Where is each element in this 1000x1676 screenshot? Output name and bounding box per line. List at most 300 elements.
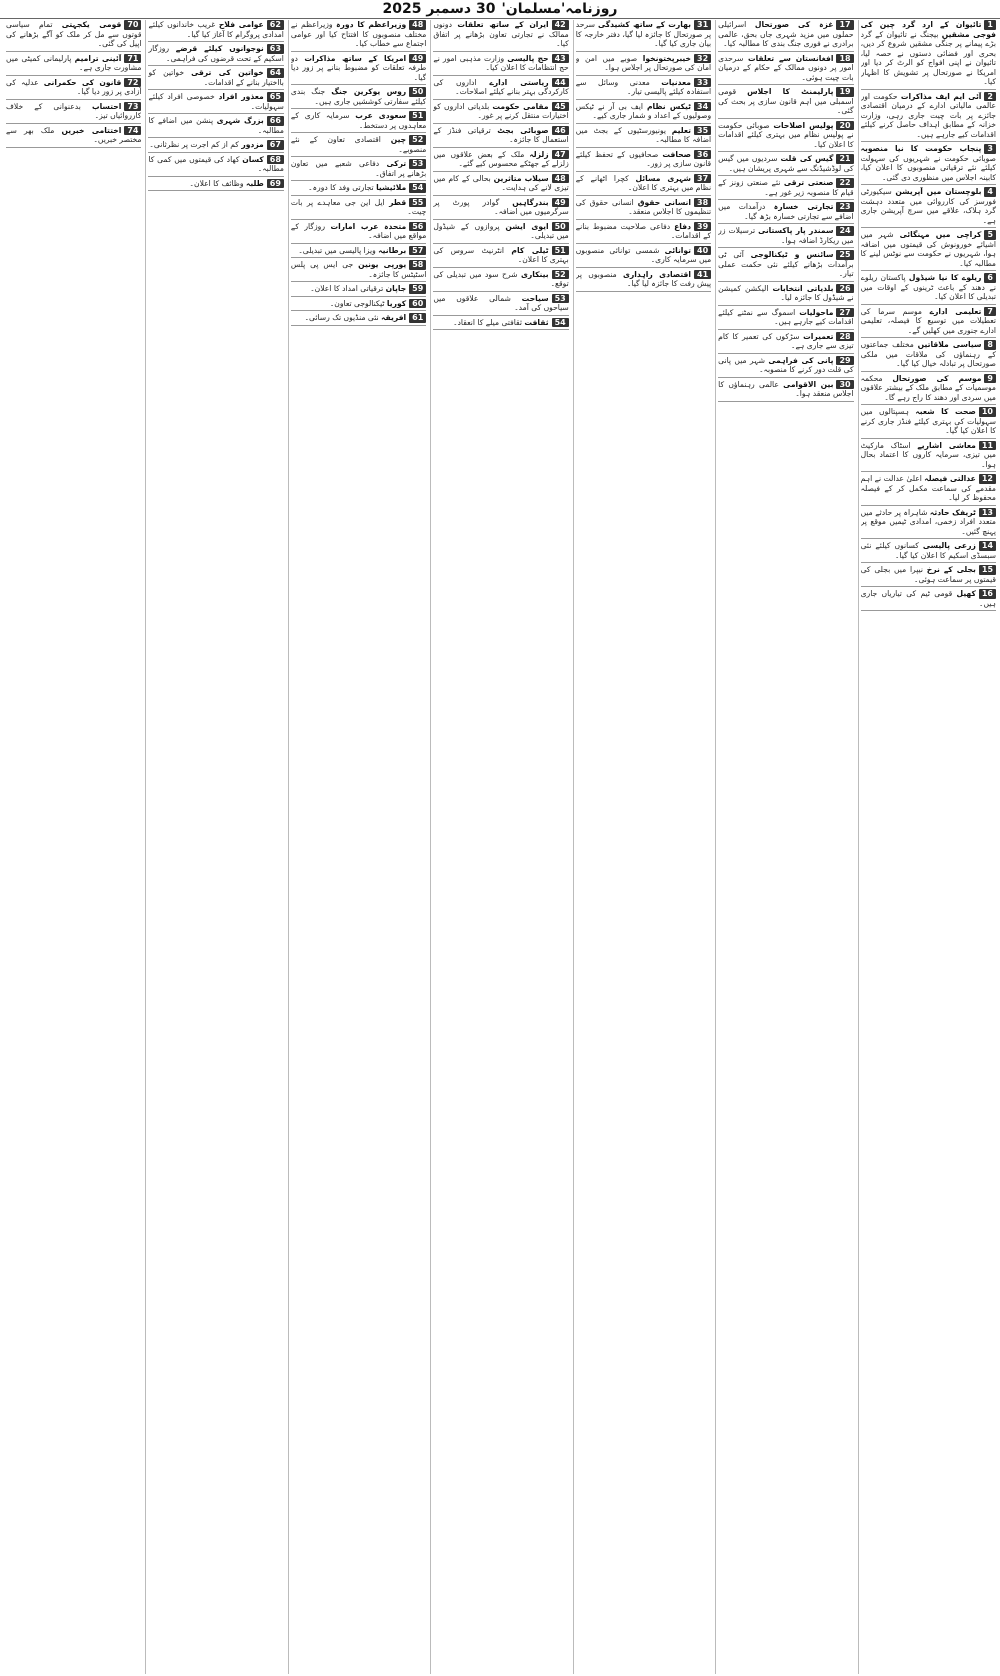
item-body: عدلیہ کی آزادی پر زور دیا گیا۔ — [6, 77, 142, 96]
item-divider — [861, 89, 996, 90]
item-headline: سائنس و ٹیکنالوجی — [750, 250, 834, 259]
item-divider — [148, 137, 283, 138]
news-item — [576, 126, 711, 145]
news-columns — [4, 20, 996, 1674]
item-number: 29 — [836, 356, 853, 366]
item-body: ایل این جی معاہدے پر بات چیت۔ — [290, 197, 427, 216]
item-number: 27 — [836, 308, 853, 318]
item-headline: ٹیلی کام — [511, 245, 549, 255]
masthead — [0, 0, 1000, 19]
news-item — [861, 565, 996, 584]
item-body: ترسیلات زر میں ریکارڈ اضافہ ہوا۔ — [718, 226, 854, 245]
news-item — [576, 78, 711, 97]
news-item — [291, 260, 426, 279]
item-body: پارلیمانی کمیٹی میں مشاورت جاری ہے۔ — [6, 53, 142, 72]
news-item — [861, 273, 996, 302]
item-divider — [291, 257, 426, 258]
item-headline: اقتصادی راہداری — [622, 269, 692, 279]
item-body: اسرائیلی حملوں میں مزید شہری جاں بحق، عالمی برادری نے فوری جنگ بندی کا مطالبہ کیا۔ — [718, 20, 854, 48]
news-column — [715, 20, 853, 1674]
item-number: 14 — [979, 541, 996, 551]
item-body: پنشن میں اضافے کا مطالبہ۔ — [148, 116, 284, 135]
item-divider — [291, 243, 426, 244]
news-item — [576, 102, 711, 121]
news-item — [861, 307, 996, 336]
news-column — [4, 20, 141, 1674]
news-item — [861, 541, 996, 560]
item-number: 2 — [984, 92, 996, 102]
item-divider — [718, 51, 853, 52]
item-headline: امریکا کے ساتھ مذاکرات — [304, 53, 407, 63]
item-number: 18 — [836, 54, 853, 64]
item-number: 9 — [984, 374, 996, 384]
news-column — [858, 20, 996, 1674]
item-headline: سیلاب متاثرین — [493, 173, 549, 183]
item-body: بحالی کے کام میں تیزی لانے کی ہدایت۔ — [433, 173, 569, 192]
item-divider — [291, 84, 426, 85]
news-column — [288, 20, 426, 1674]
news-item — [718, 284, 853, 303]
item-number: 62 — [267, 20, 284, 30]
item-headline: تجارتی خسارہ — [773, 202, 834, 211]
item-headline: انسانی حقوق — [637, 197, 691, 207]
item-divider — [861, 438, 996, 439]
news-item — [6, 126, 141, 145]
item-headline: عدالتی فیصلہ — [924, 474, 976, 483]
item-body: ثقافتی میلے کا انعقاد۔ — [453, 317, 522, 327]
news-item — [433, 126, 568, 145]
item-body: دونوں ممالک نے تجارتی تعاون بڑھانے پر اتفاق کیا۔ — [433, 20, 569, 48]
item-number: 57 — [409, 246, 426, 256]
item-headline: چین — [390, 135, 407, 144]
news-column — [145, 20, 283, 1674]
news-item — [718, 54, 853, 83]
item-headline: معذور افراد — [218, 92, 264, 101]
item-headline: ایران کے ساتھ تعلقات — [457, 20, 549, 29]
news-item — [718, 356, 853, 375]
item-headline: پنجاب حکومت کا نیا منصوبہ — [860, 144, 982, 153]
item-divider — [718, 401, 853, 402]
item-headline: بزرگ شہری — [216, 116, 264, 125]
item-headline: نوجوانوں کیلئے قرضے — [175, 44, 264, 53]
item-divider — [718, 247, 853, 248]
item-headline: بلوچستان میں آپریشن — [895, 187, 982, 196]
news-item — [576, 150, 711, 169]
item-body: سڑکوں کی تعمیر کا کام تیزی سے جاری ہے۔ — [718, 331, 854, 350]
item-divider — [291, 156, 426, 157]
item-number: 33 — [694, 78, 711, 88]
item-divider — [433, 267, 568, 268]
news-item — [148, 44, 283, 63]
item-number: 63 — [267, 44, 284, 54]
item-headline: وزیراعظم کا دورہ — [336, 20, 407, 29]
news-item — [148, 140, 283, 150]
item-body: اقتصادی تعاون کے نئے منصوبے۔ — [290, 135, 427, 154]
item-number: 72 — [124, 78, 141, 88]
item-number: 7 — [984, 307, 996, 317]
item-number: 43 — [552, 54, 569, 64]
item-divider — [718, 329, 853, 330]
news-item — [576, 174, 711, 193]
item-number: 19 — [836, 87, 853, 97]
item-body: تمام سیاسی قوتوں سے مل کر ملک کو آگے بڑھانے کی اپیل کی گئی۔ — [6, 20, 142, 48]
news-item — [861, 340, 996, 369]
item-body: کھاد کی قیمتوں میں کمی کا مطالبہ۔ — [148, 154, 284, 173]
item-headline: کراچی میں مہنگائی — [899, 230, 982, 239]
item-headline: تائیوان کے ارد گرد چین کی فوجی مشقیں — [860, 20, 996, 39]
news-item — [576, 270, 711, 289]
item-divider — [861, 270, 996, 271]
item-divider — [291, 296, 426, 297]
item-headline: ٹریفک حادثہ — [929, 507, 976, 517]
item-number: 5 — [984, 230, 996, 240]
news-item — [6, 78, 141, 97]
item-divider — [718, 377, 853, 378]
item-divider — [861, 538, 996, 539]
item-body: صوبائی حکومت نے پولیس نظام میں بہتری کیلئے اقدامات کا اعلان کیا۔ — [718, 120, 854, 149]
item-divider — [861, 471, 996, 472]
item-headline: متحدہ عرب امارات — [330, 221, 407, 231]
item-number: 8 — [984, 340, 996, 350]
news-item — [291, 299, 426, 309]
item-number: 70 — [124, 20, 141, 30]
issue-date: 30 دسمبر 2025 — [382, 1, 496, 17]
news-column — [573, 20, 711, 1674]
item-headline: بینکاری — [520, 269, 549, 279]
item-divider — [861, 371, 996, 372]
item-body: عالمی رہنماؤں کا اجلاس منعقد ہوا۔ — [718, 379, 854, 398]
item-divider — [291, 310, 426, 311]
item-number: 17 — [836, 20, 853, 30]
item-headline: تعمیرات — [803, 331, 834, 341]
item-headline: کسان — [242, 154, 264, 164]
item-headline: ترکی — [386, 159, 407, 168]
item-divider — [148, 176, 283, 177]
item-number: 71 — [124, 54, 141, 64]
item-headline: پارلیمنٹ کا اجلاس — [747, 87, 834, 96]
news-item — [148, 155, 283, 174]
item-number: 38 — [694, 198, 711, 208]
news-item — [433, 246, 568, 265]
item-headline: مزدور — [241, 140, 264, 149]
item-number: 1 — [984, 20, 996, 30]
item-number: 66 — [267, 116, 284, 126]
item-number: 49 — [552, 198, 569, 208]
news-item — [433, 102, 568, 121]
item-divider — [861, 141, 996, 142]
item-number: 13 — [979, 508, 996, 518]
news-item — [6, 54, 141, 73]
item-divider — [433, 123, 568, 124]
news-item — [291, 198, 426, 217]
item-divider — [433, 171, 568, 172]
item-divider — [861, 586, 996, 587]
item-divider — [576, 123, 711, 124]
item-divider — [148, 65, 283, 66]
item-headline: صنعتی ترقی — [783, 178, 834, 187]
item-headline: موسم کی صورتحال — [892, 373, 982, 383]
news-item — [291, 246, 426, 256]
item-headline: کھیل — [956, 589, 976, 598]
item-divider — [576, 51, 711, 52]
item-body: وزارت مذہبی امور نے حج انتظامات کا اعلان کیا۔ — [433, 53, 569, 72]
news-item — [291, 183, 426, 193]
item-body: انٹرنیٹ سروس کی بہتری کا اعلان۔ — [433, 245, 569, 264]
item-divider — [576, 147, 711, 148]
news-item — [291, 284, 426, 294]
item-number: 64 — [267, 68, 284, 78]
news-item — [291, 20, 426, 49]
item-headline: قومی یکجہتی — [61, 20, 122, 29]
news-item — [861, 589, 996, 608]
item-body: بیجنگ نے تائیوان کے گرد بڑے پیمانے پر جنگی مشقیں شروع کر دیں، بحری اور فضائی دستوں نے حصہ لیا، تائیوان نے اپنی افواج کو الرٹ کر دیا اور امریکا نے صورتحال پر تشویش کا اظہار کیا۔ — [860, 29, 996, 86]
item-number: 22 — [836, 178, 853, 188]
item-body: دو طرفہ تعلقات کو مضبوط بنانے پر زور دیا گیا۔ — [290, 53, 427, 82]
news-item — [861, 230, 996, 268]
item-body: منصوبوں پر پیش رفت کا جائزہ لیا گیا۔ — [575, 269, 712, 288]
item-headline: غزہ کی صورتحال — [754, 20, 834, 29]
news-item — [291, 111, 426, 130]
item-divider — [433, 243, 568, 244]
item-divider — [433, 291, 568, 292]
item-body: محکمہ موسمیات کے مطابق ملک کے بیشتر علاقوں میں سردی اور دھند کا راج رہے گا۔ — [860, 373, 996, 402]
item-number: 40 — [694, 246, 711, 256]
item-divider — [148, 41, 283, 42]
item-headline: افغانستان سے تعلقات — [747, 53, 834, 63]
item-number: 54 — [409, 183, 426, 193]
news-item — [433, 270, 568, 289]
item-number: 48 — [409, 20, 426, 30]
news-item — [861, 441, 996, 470]
item-divider — [861, 610, 996, 611]
item-number: 51 — [409, 111, 426, 121]
item-headline: افریقہ — [381, 313, 407, 322]
item-body: سردیوں میں گیس کی لوڈشیڈنگ سے شہری پریشان ہیں۔ — [718, 154, 854, 173]
news-item — [576, 198, 711, 217]
news-item — [861, 474, 996, 503]
item-headline: زلزلہ — [529, 149, 549, 159]
item-body: شمسی توانائی منصوبوں میں سرمایہ کاری۔ — [575, 245, 712, 264]
item-divider — [433, 195, 568, 196]
item-headline: تعلیم — [671, 125, 691, 135]
item-divider — [291, 132, 426, 133]
item-body: یونیورسٹیوں کے بجٹ میں اضافہ کا مطالبہ۔ — [575, 125, 712, 144]
item-body: بلدیاتی اداروں کو اختیارات منتقل کرنے پر غور۔ — [433, 101, 569, 120]
item-number: 32 — [694, 54, 711, 64]
item-headline: دفاع — [674, 221, 691, 231]
item-divider — [576, 219, 711, 220]
item-body: دفاعی شعبے میں تعاون بڑھانے پر اتفاق۔ — [290, 159, 427, 178]
item-number: 74 — [124, 126, 141, 136]
item-number: 6 — [984, 273, 996, 283]
item-body: بدعنوانی کے خلاف کارروائیاں تیز۔ — [6, 101, 142, 120]
item-body: حکومت اور عالمی مالیاتی ادارے کے درمیان اقتصادی جائزے پر بات چیت جاری رہی، وزارت خزانہ کے مطابق اہداف حاصل کرنے کیلئے اقدامات کیے جارہے ہیں۔ — [860, 91, 996, 139]
item-divider — [576, 99, 711, 100]
item-body: پاکستان ریلوے نے دھند کے باعث ٹرینوں کے اوقات میں تبدیلی کا اعلان کیا۔ — [860, 273, 996, 301]
publication-name: روزنامہ'مسلمان' — [501, 1, 618, 17]
item-divider — [861, 337, 996, 338]
item-headline: طلبہ — [245, 178, 264, 188]
news-item — [576, 54, 711, 73]
news-item — [291, 313, 426, 323]
item-number: 69 — [267, 179, 284, 189]
item-body: صوبائی حکومت نے شہریوں کی سہولت کیلئے نئے ترقیاتی منصوبوں کا اعلان کیا، کابینہ اجلاس میں منظوری دی گئی۔ — [860, 153, 996, 182]
item-number: 15 — [979, 565, 996, 575]
item-body: شرح سود میں تبدیلی کی توقع۔ — [433, 269, 569, 288]
news-item — [861, 20, 996, 87]
item-body: نیپرا میں بجلی کی قیمتوں پر سماعت ہوئی۔ — [860, 565, 996, 584]
item-body: صوبے میں امن و امان کی صورتحال پر اجلاس ہوا۔ — [575, 53, 712, 72]
item-headline: روس یوکرین جنگ — [331, 87, 407, 96]
news-item — [718, 121, 853, 150]
news-item — [718, 20, 853, 49]
item-headline: قانون کی حکمرانی — [43, 77, 122, 87]
item-headline: احتساب — [91, 101, 122, 111]
item-divider — [148, 113, 283, 114]
item-body: شہر میں اشیائے خورونوش کی قیمتوں میں اضافہ ہوا، شہریوں نے حکومت سے نوٹس لینے کا مطالبہ کیا۔ — [860, 230, 996, 268]
item-divider — [433, 219, 568, 220]
item-body: نئے صنعتی زونز کے قیام کا منصوبہ زیر غور ہے۔ — [718, 178, 854, 197]
item-number: 35 — [694, 126, 711, 136]
item-headline: ملائیشیا — [376, 183, 407, 192]
item-number: 36 — [694, 150, 711, 160]
item-headline: اختتامی خبریں — [61, 125, 122, 135]
item-number: 52 — [409, 135, 426, 145]
news-item — [291, 87, 426, 106]
item-headline: یورپی یونین — [358, 260, 407, 269]
item-divider — [718, 223, 853, 224]
item-number: 31 — [694, 20, 711, 30]
item-headline: بندرگاہیں — [512, 197, 549, 207]
item-headline: بلدیاتی انتخابات — [772, 283, 834, 293]
item-body: شمالی علاقوں میں سیاحوں کی آمد۔ — [433, 293, 569, 312]
news-item — [433, 198, 568, 217]
news-item — [718, 250, 853, 279]
item-number: 58 — [409, 260, 426, 270]
news-item — [718, 87, 853, 116]
item-divider — [291, 219, 426, 220]
item-number: 59 — [409, 284, 426, 294]
item-headline: شہری مسائل — [635, 173, 692, 183]
item-body: ترقیاتی فنڈز کے استعمال کا جائزہ۔ — [433, 125, 569, 144]
item-number: 49 — [409, 54, 426, 64]
item-headline: ریاستی ادارے — [489, 77, 549, 87]
item-divider — [861, 404, 996, 405]
item-divider — [148, 190, 283, 191]
item-headline: بین الاقوامی — [783, 379, 834, 389]
item-divider — [576, 195, 711, 196]
item-divider — [6, 147, 141, 148]
item-body: کسانوں کیلئے نئی سبسڈی اسکیم کا اعلان کیا گیا۔ — [860, 541, 996, 560]
item-body: اعلیٰ عدالت نے اہم مقدمے کی سماعت مکمل کر کے فیصلہ محفوظ کر لیا۔ — [860, 474, 996, 502]
item-number: 42 — [552, 20, 569, 30]
item-divider — [291, 195, 426, 196]
item-divider — [6, 51, 141, 52]
item-headline: ماحولیات — [799, 307, 834, 317]
item-headline: پانی کی فراہمی — [768, 355, 834, 365]
item-headline: مقامی حکومت — [492, 101, 549, 111]
news-item — [148, 179, 283, 189]
item-number: 39 — [694, 222, 711, 232]
item-headline: معاشی اشاریے — [917, 440, 976, 450]
item-divider — [718, 199, 853, 200]
item-number: 21 — [836, 154, 853, 164]
item-body: روزگار کے مواقع میں اضافہ۔ — [290, 221, 427, 240]
news-item — [6, 102, 141, 121]
item-body: صحافیوں کے تحفظ کیلئے قانون سازی پر زور۔ — [575, 149, 712, 168]
item-body: ہسپتالوں میں سہولیات کی بہتری کیلئے فنڈز جاری کرنے کا اعلان کیا گیا۔ — [860, 407, 996, 435]
item-body: معدنی وسائل سے استفادہ کیلئے پالیسی تیار۔ — [575, 77, 712, 96]
item-headline: آئی ایم ایف مذاکرات — [900, 91, 982, 101]
item-body: سرحد پر صورتحال کا جائزہ لیا گیا، دفتر خارجہ کا بیان جاری کیا گیا۔ — [575, 20, 712, 48]
item-body: ایف بی آر نے ٹیکس وصولیوں کے اعداد و شمار جاری کیے۔ — [575, 101, 712, 120]
item-body: سرحدی امور پر دونوں ممالک کے حکام کے درمیان بات چیت ہوئی۔ — [718, 53, 854, 82]
item-divider — [576, 171, 711, 172]
item-number: 44 — [552, 78, 569, 88]
item-divider — [433, 329, 568, 330]
news-item — [718, 380, 853, 399]
item-number: 30 — [836, 380, 853, 390]
item-headline: ایوی ایشن — [505, 221, 549, 231]
item-headline: سعودی عرب — [355, 111, 407, 120]
item-body: خصوصی افراد کیلئے سہولیات۔ — [148, 92, 284, 111]
item-number: 16 — [979, 589, 996, 599]
news-item — [6, 20, 141, 49]
item-headline: توانائی — [664, 245, 692, 255]
item-body: ملک کے بعض علاقوں میں زلزلے کے جھٹکے محسوس کیے گئے۔ — [433, 149, 569, 168]
item-number: 10 — [979, 407, 996, 417]
news-item — [576, 222, 711, 241]
item-divider — [433, 99, 568, 100]
item-body: درآمدات میں اضافے سے تجارتی خسارہ بڑھ گیا۔ — [718, 202, 854, 221]
item-body: ٹیکنالوجی تعاون۔ — [329, 298, 385, 308]
item-body: موسم سرما کی تعطیلات میں توسیع کا فیصلہ، تعلیمی ادارے جنوری میں کھلیں گے۔ — [860, 306, 996, 335]
item-body: الیکشن کمیشن نے شیڈول کا جائزہ لیا۔ — [718, 283, 854, 302]
item-body: اسموگ سے نمٹنے کیلئے اقدامات کیے جارہے ہیں۔ — [718, 307, 854, 326]
item-body: نئی منڈیوں تک رسائی۔ — [304, 313, 379, 322]
news-item — [576, 246, 711, 265]
item-body: گوادر پورٹ پر سرگرمیوں میں اضافہ۔ — [433, 197, 569, 216]
item-number: 60 — [409, 299, 426, 309]
item-number: 53 — [409, 159, 426, 169]
item-number: 55 — [409, 198, 426, 208]
news-item — [718, 332, 853, 351]
item-headline: زرعی پالیسی — [922, 541, 976, 550]
item-divider — [291, 108, 426, 109]
item-headline: خواتین کی ترقی — [191, 68, 264, 77]
item-body: سرمایہ کاری کے معاہدوں پر دستخط۔ — [290, 111, 427, 130]
item-body: روزگار اسکیم کے تحت قرضوں کی فراہمی۔ — [148, 44, 284, 63]
item-number: 50 — [552, 222, 569, 232]
news-item — [861, 187, 996, 225]
item-body: سیکیورٹی فورسز کی کارروائی میں متعدد دہشت گرد ہلاک، علاقے میں سرچ آپریشن جاری ہے۔ — [860, 187, 996, 225]
item-body: مختلف جماعتوں کے رہنماؤں کی ملاقات میں ملکی صورتحال پر تبادلہ خیال کیا گیا۔ — [860, 340, 996, 368]
item-headline: سیاحت — [521, 293, 549, 303]
news-item — [433, 78, 568, 97]
item-body: شہر میں پانی کی قلت دور کرنے کا منصوبہ۔ — [718, 355, 854, 374]
item-divider — [291, 325, 426, 326]
item-headline: ریلوے کا نیا شیڈول — [908, 273, 982, 282]
item-body: تجارتی وفد کا دورہ۔ — [308, 183, 374, 192]
item-divider — [718, 118, 853, 119]
item-divider — [433, 147, 568, 148]
item-divider — [6, 123, 141, 124]
item-headline: تعلیمی ادارے — [929, 306, 982, 316]
item-headline: معدنیات — [661, 77, 692, 87]
item-body: آئی ٹی برآمدات بڑھانے کیلئے نئی حکمت عملی تیار۔ — [718, 250, 854, 278]
item-number: 61 — [409, 313, 426, 323]
item-body: کچرا اٹھانے کے نظام میں بہتری کا اعلان۔ — [575, 173, 712, 192]
